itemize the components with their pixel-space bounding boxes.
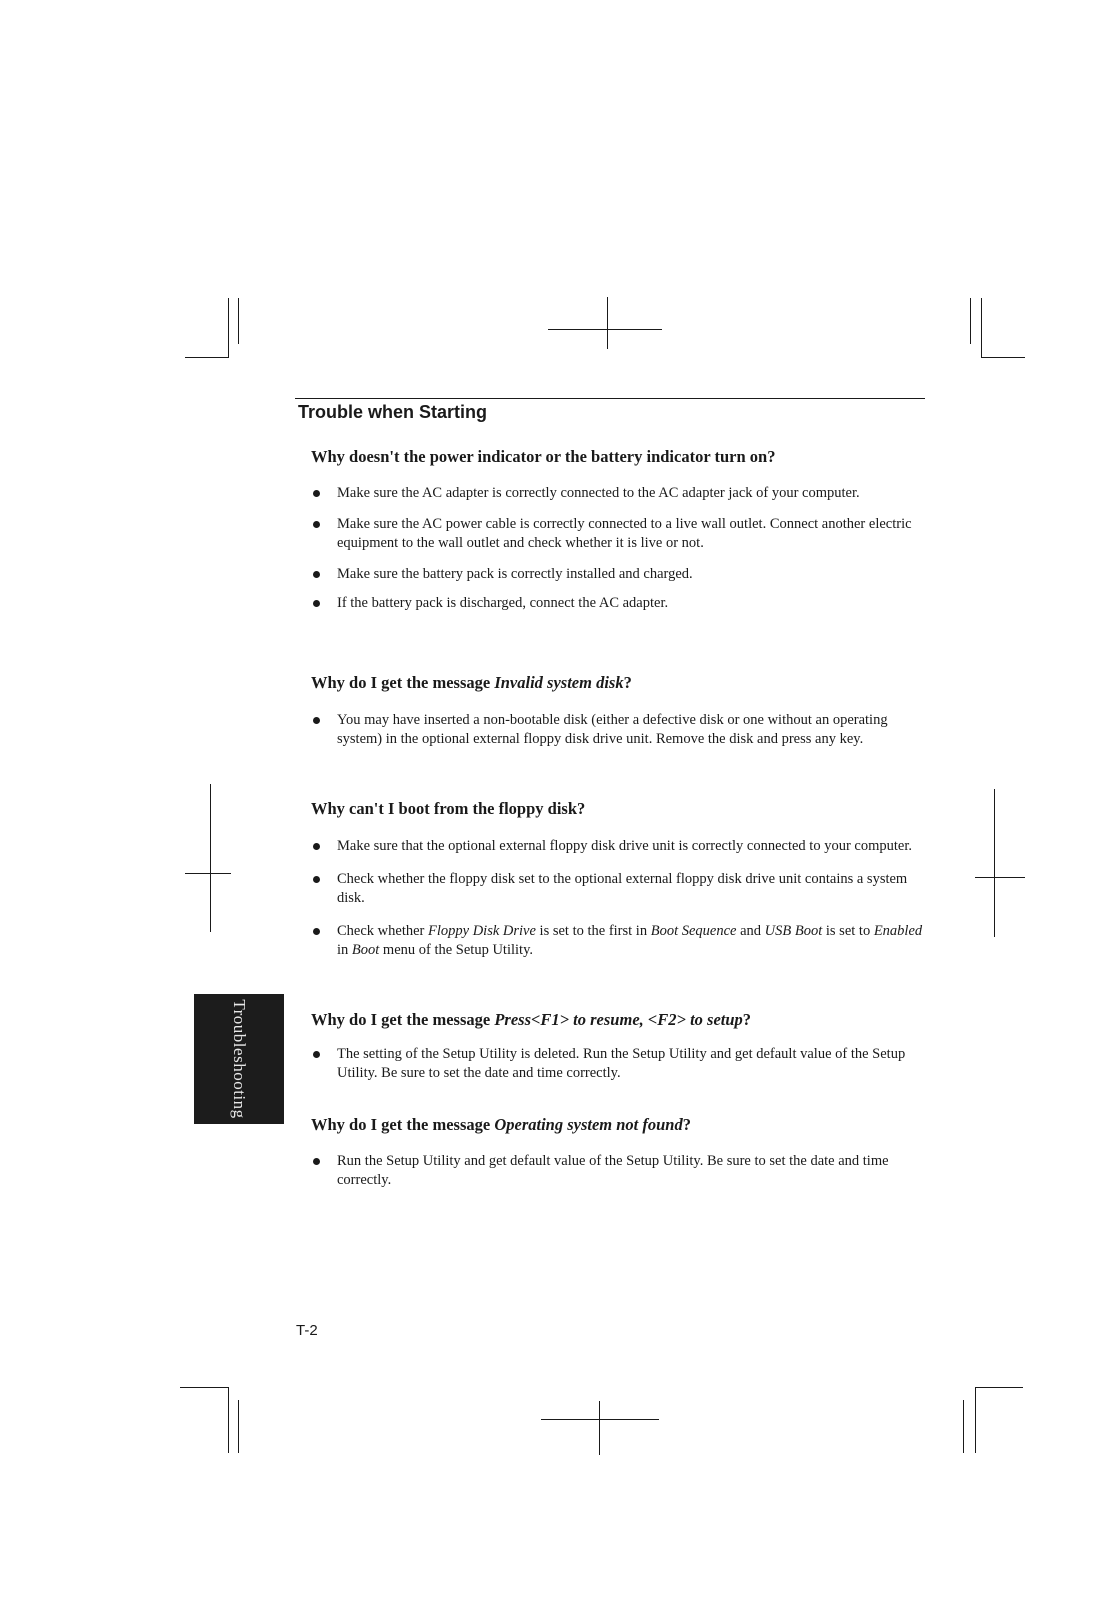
- list-item: Make sure that the optional external floppy disk drive unit is correctly connected to your computer.: [311, 837, 931, 856]
- question-heading: Why do I get the message Invalid system disk?: [311, 673, 632, 692]
- list-item: Check whether the floppy disk set to the optional external floppy disk drive unit contains a system disk.: [311, 870, 931, 908]
- list-item: If the battery pack is discharged, connect the AC adapter.: [311, 594, 931, 613]
- side-tab: [194, 994, 284, 1124]
- answer-list: [311, 711, 931, 759]
- section-title: Trouble when Starting: [298, 402, 488, 422]
- list-item: The setting of the Setup Utility is deleted. Run the Setup Utility and get default value of the Setup Utility. Be sure to set the date and time correctly.: [311, 1045, 931, 1083]
- list-item: You may have inserted a non-bootable disk (either a defective disk or one without an operating system) in the optional external floppy disk drive unit. Remove the disk and press any key.: [311, 711, 931, 749]
- question-text: Why doesn't the power indicator or the battery indicator turn on?: [311, 447, 776, 466]
- list-item: Make sure the battery pack is correctly installed and charged.: [311, 565, 931, 584]
- list-item: Check whether Floppy Disk Drive is set to the first in Boot Sequence and USB Boot is set to Enabled in Boot menu of the Setup Utility.: [311, 922, 931, 960]
- answer-list: [311, 484, 931, 623]
- section-rule: [295, 398, 925, 399]
- list-item: Make sure the AC power cable is correctly connected to a live wall outlet. Connect another electric equipment to the wall outlet and check whether it is live or not.: [311, 515, 931, 553]
- question-heading: Why can't I boot from the floppy disk?: [311, 799, 586, 818]
- question-heading: Why do I get the message Operating system not found?: [311, 1115, 691, 1134]
- answer-list: [311, 837, 931, 970]
- page-number: T-2: [296, 1322, 318, 1339]
- question-heading: [311, 447, 775, 467]
- side-tab-label: Troubleshooting: [230, 999, 249, 1119]
- answer-list: [311, 1152, 931, 1200]
- question-heading: Why do I get the message Press<F1> to resume, <F2> to setup?: [311, 1010, 752, 1029]
- list-item: Make sure the AC adapter is correctly connected to the AC adapter jack of your computer.: [311, 484, 931, 503]
- answer-list: [311, 1045, 931, 1093]
- list-item: Run the Setup Utility and get default value of the Setup Utility. Be sure to set the date and time correctly.: [311, 1152, 931, 1190]
